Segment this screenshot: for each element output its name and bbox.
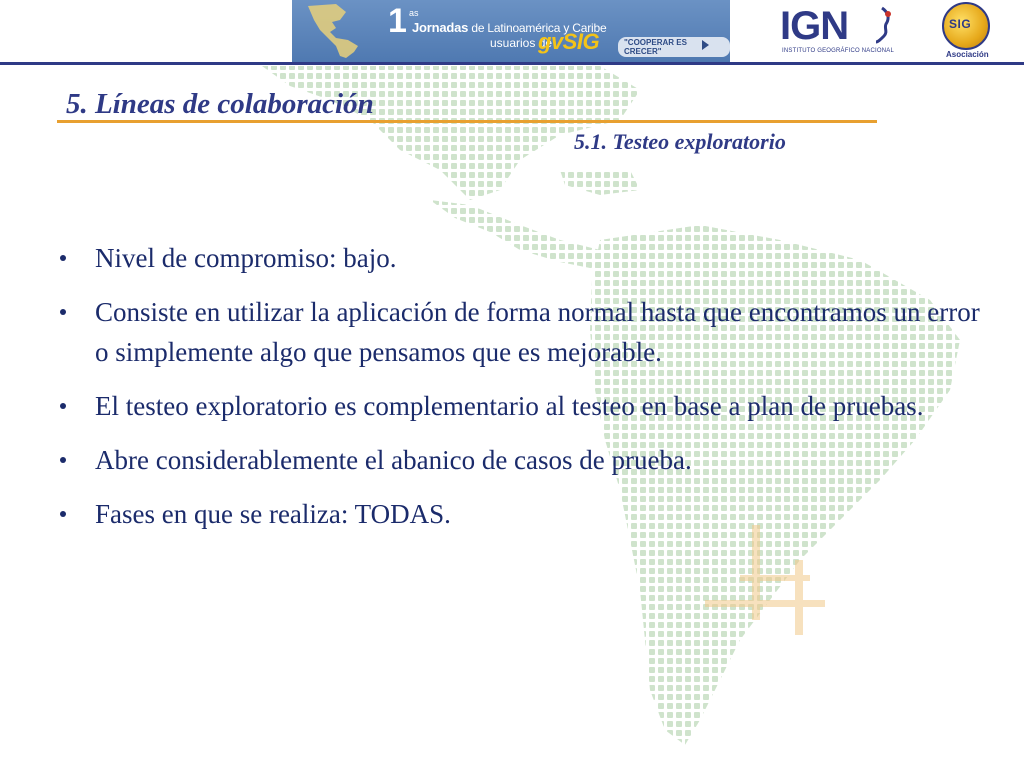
bullet-text: El testeo exploratorio es complementario al testeo en base a plan de pruebas.	[95, 391, 924, 421]
bullet-dot-icon	[60, 255, 66, 261]
list-item	[60, 440, 980, 480]
list-item	[60, 386, 980, 426]
ign-logo-subtitle: INSTITUTO GEOGRÁFICO NACIONAL	[782, 48, 895, 54]
banner-arrow-icon	[702, 40, 709, 50]
list-item	[60, 494, 980, 534]
bullet-text: Fases en que se realiza: TODAS.	[95, 499, 451, 529]
header-divider	[0, 62, 1024, 65]
banner-jornadas: Jornadas	[412, 20, 469, 35]
bullet-dot-icon	[60, 403, 66, 409]
ign-logo	[780, 4, 910, 60]
bullet-dot-icon	[60, 511, 66, 517]
sig-association-logo	[938, 0, 998, 62]
sig-logo-caption: Asociación	[946, 50, 989, 59]
banner-tagline: "COOPERAR ES CRECER"	[618, 37, 730, 57]
bullet-dot-icon	[60, 457, 66, 463]
slide-subtitle: 5.1. Testeo exploratorio	[574, 129, 786, 154]
globe-icon	[868, 6, 896, 44]
bullet-list	[60, 238, 980, 548]
bullet-text: Consiste en utilizar la aplicación de forma normal hasta que encontramos un error o simplemente algo que pensamos que es mejorable.	[95, 297, 980, 367]
banner-region: de Latinoamérica y Caribe	[471, 21, 607, 35]
list-item	[60, 238, 980, 278]
banner-ordinal-sup: as	[409, 8, 419, 18]
banner-product: gvSIG	[538, 29, 600, 54]
slide-title: 5. Líneas de colaboración	[66, 88, 374, 120]
event-banner	[292, 0, 730, 62]
sig-logo-text: SIG	[949, 17, 972, 31]
list-item	[60, 292, 980, 372]
bullet-text: Nivel de compromiso: bajo.	[95, 243, 397, 273]
americas-mini-map-icon	[302, 2, 372, 60]
banner-ordinal: 1	[388, 2, 407, 40]
banner-line2: usuarios de	[490, 36, 553, 50]
ign-logo-text: IGN	[780, 4, 849, 48]
title-underline	[57, 120, 877, 123]
header	[0, 0, 1024, 66]
bullet-dot-icon	[60, 309, 66, 315]
bullet-text: Abre considerablemente el abanico de casos de prueba.	[95, 445, 692, 475]
